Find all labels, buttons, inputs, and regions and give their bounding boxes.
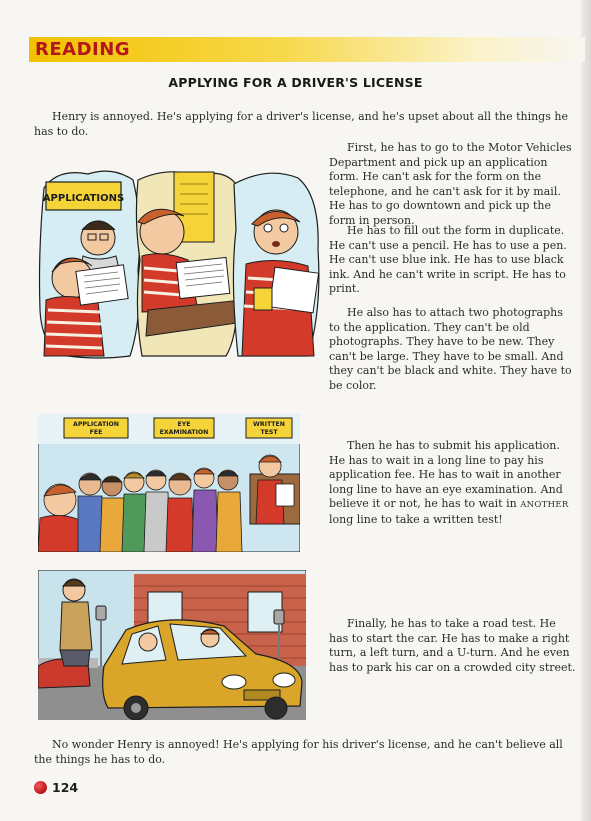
sign-written-test-line2: TEST [260,429,278,436]
page-number-text: 124 [52,780,79,795]
sign-eye-exam-line2: EXAMINATION [159,429,209,436]
sign-application-fee-line1: APPLICATION [73,421,119,428]
page-title: APPLYING FOR A DRIVER'S LICENSE [168,75,423,90]
paragraph-fill-out-form: He has to fill out the form in duplicate. He can't use a pencil. He has to use a pen. He can't use blue ink. He has to use black ink. And he can't write in script. He has to print. [329,224,567,295]
page-dot-icon [34,781,47,794]
paragraph-road-test: Finally, he has to take a road test. He has to start the car. He has to make a right turn, a left turn, and a U-turn. And he even has to park his car on a crowded city street. [329,617,576,674]
illustration-application-form-panels [38,160,323,360]
illustration-waiting-lines [38,414,300,552]
paragraph-pick-up-form: First, he has to go to the Motor Vehicles Department and pick up an application form. He can't ask for the form on the telephone, and he can't ask for it by mail. He has to go downtown and pick up the form in person. [329,141,572,227]
p4-emphasis: ANOTHER [520,500,569,510]
page-number [34,780,78,795]
sign-application-fee-line2: FEE [89,429,103,436]
sign-written-test-line1: WRITTEN [253,421,285,428]
illustration-road-test [38,570,306,720]
p4-text-b: long line to take a written test! [329,512,503,526]
section-label: READING [35,39,131,60]
applications-sign-text: APPLICATIONS [42,193,125,204]
section-banner [29,37,585,62]
page-spine-shadow [581,0,591,821]
intro-paragraph: Henry is annoyed. He's applying for a driver's license, and he's upset about all the things he has to do. [34,110,568,138]
closing-paragraph: No wonder Henry is annoyed! He's applying for his driver's license, and he can't believe all the things he has to do. [34,738,563,766]
p4-text-a: Then he has to submit his application. He has to wait in a long line to pay his application fee. He has to wait in another long line to have an eye examination. And believe it or not, he has to wait in [329,439,563,510]
paragraph-submit-application [329,439,577,527]
sign-eye-exam-line1: EYE [177,421,191,428]
paragraph-photographs: He also has to attach two photographs to the application. They can't be old photographs. They have to be new. They can't be large. They have to be small. And they can't be black and white. They have to be color. [329,306,572,392]
